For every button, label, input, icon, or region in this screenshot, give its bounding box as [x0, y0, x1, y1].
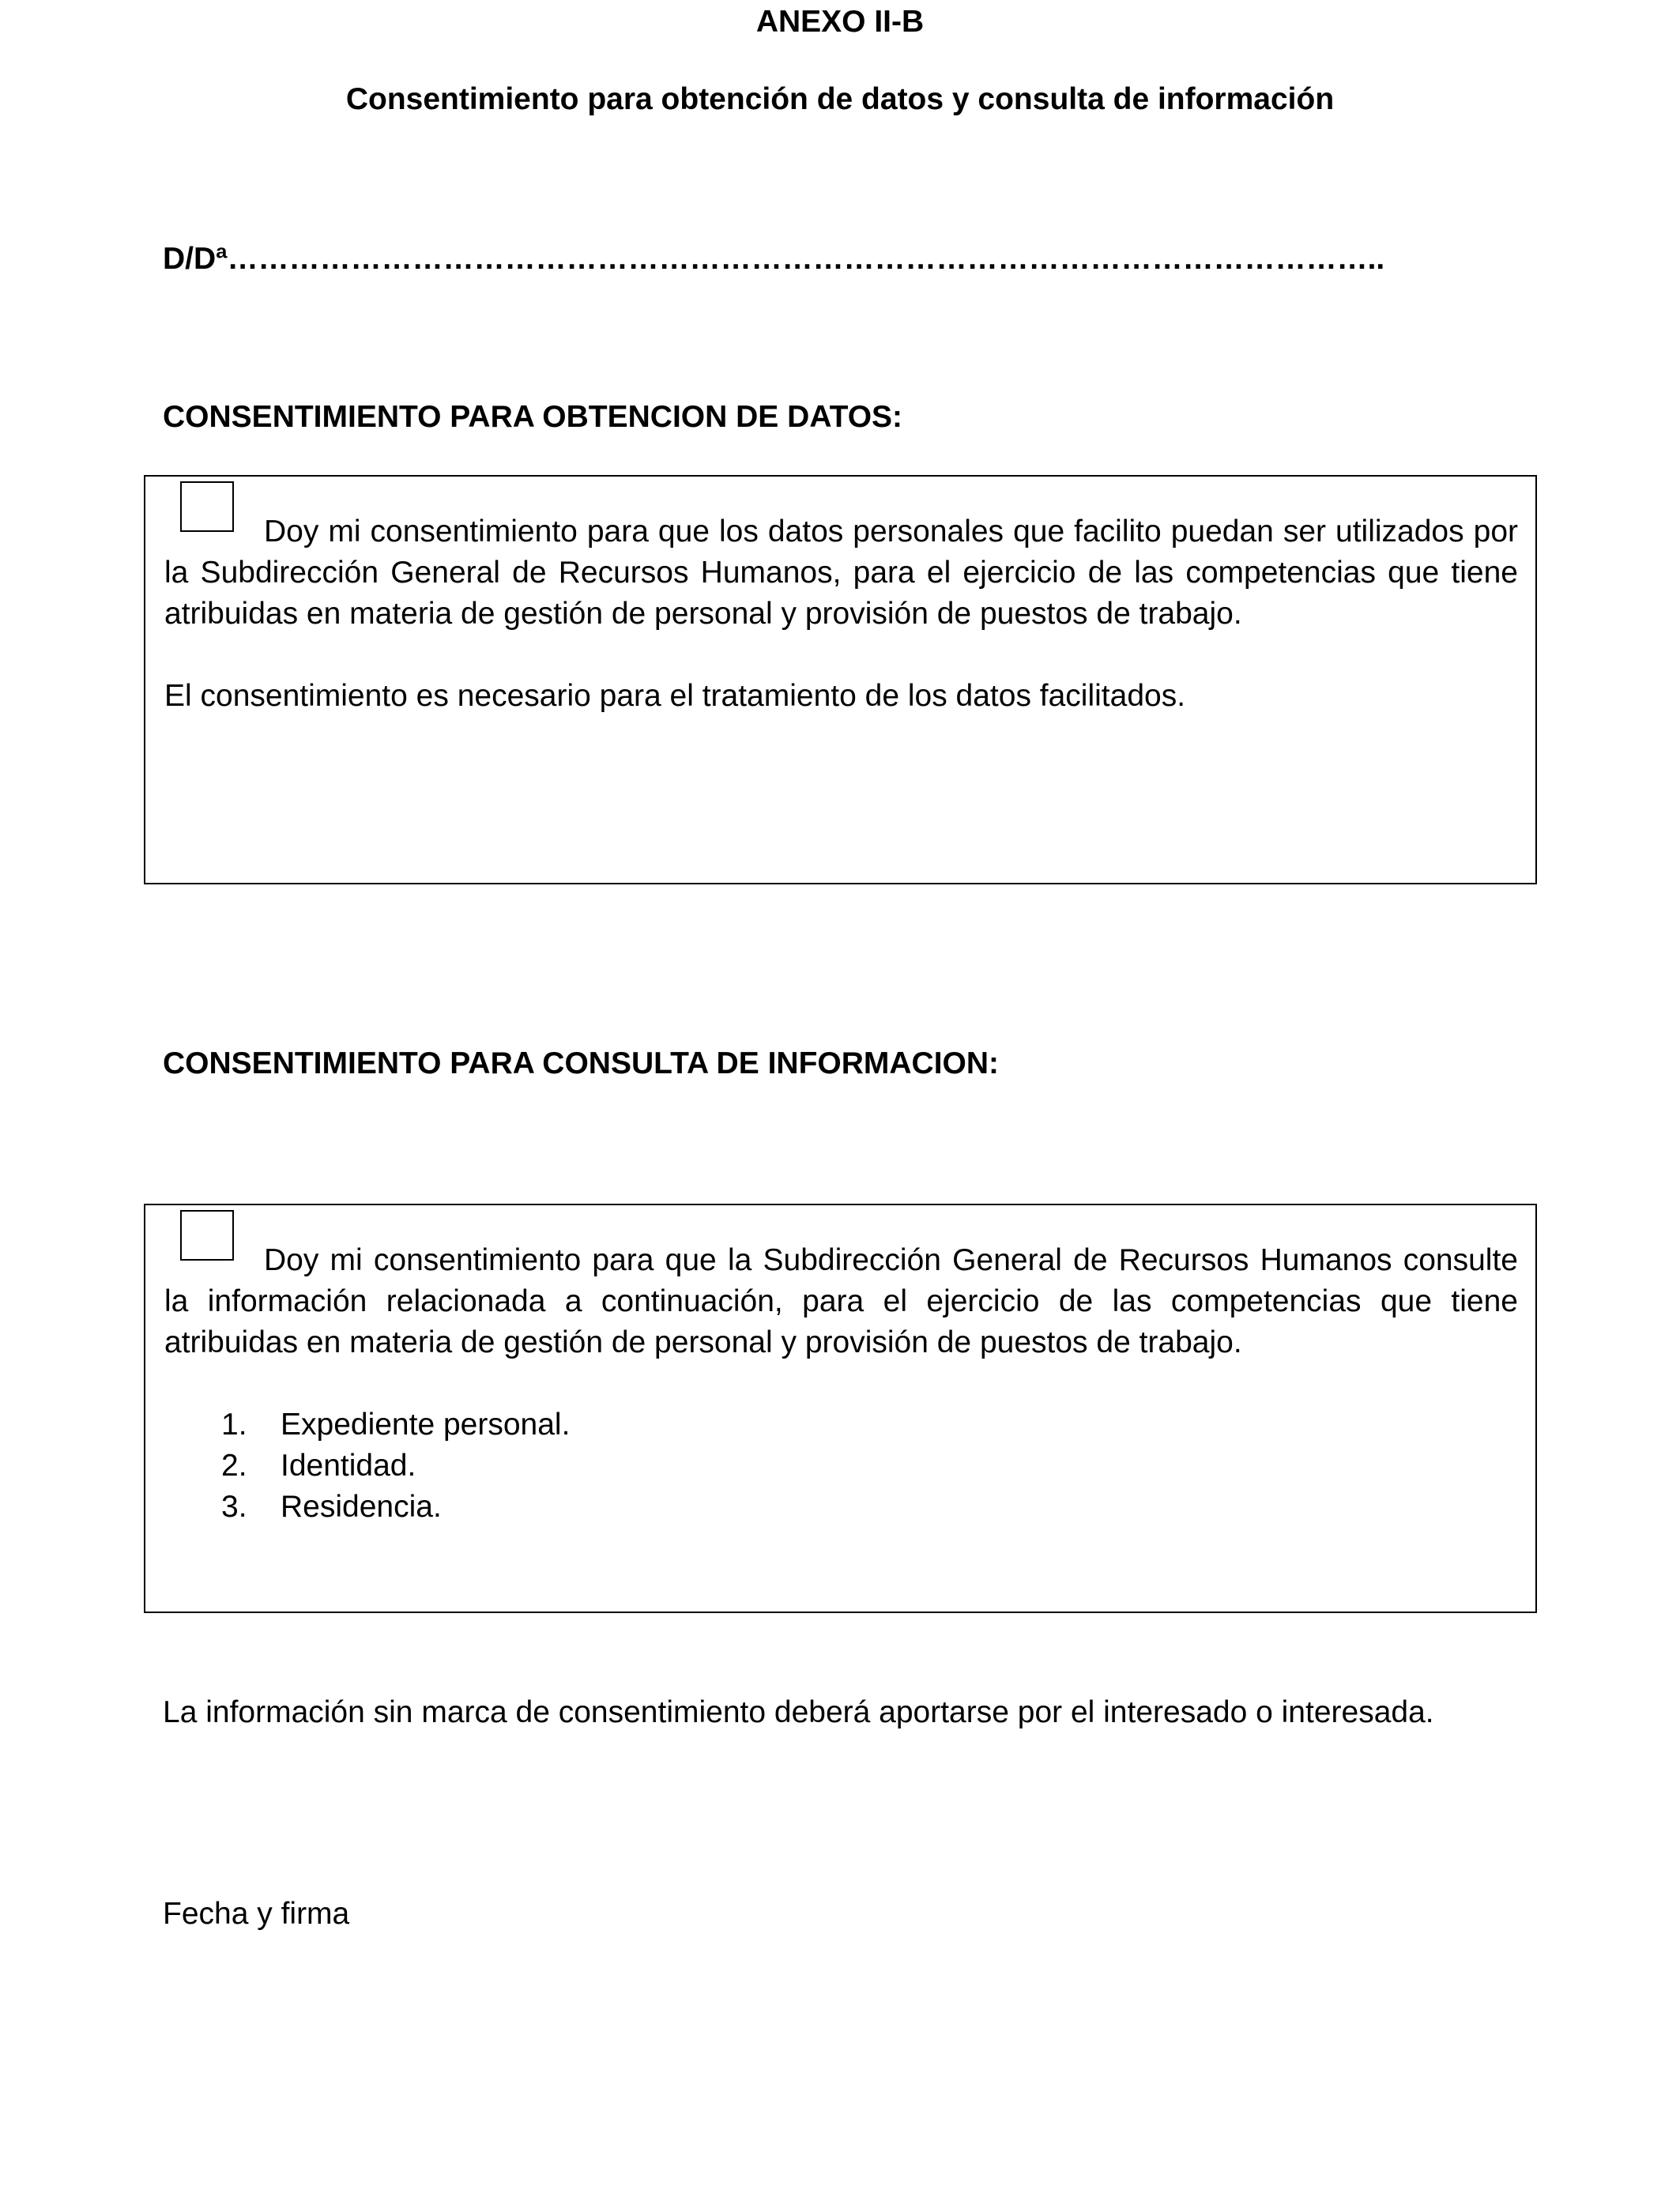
data-consent-text: Doy mi consentimiento para que los datos personales que facilito puedan ser utilizados por la Subdirección General de Recursos Humanos, para el ejercicio de las competencias que tiene atribuidas en materia de gestión de personal y provisión de puestos de trabajo.: [164, 515, 1518, 631]
list-item-label: Expediente personal.: [281, 1408, 571, 1442]
info-consent-list: [164, 1404, 1518, 1528]
data-consent-note: El consentimiento es necesario para el tratamiento de los datos facilitados.: [164, 679, 1186, 713]
data-consent-body: [164, 497, 1518, 717]
info-consent-paragraph: [164, 1226, 1518, 1363]
list-item: [164, 1404, 1518, 1446]
list-item-number: 1.: [221, 1408, 247, 1442]
data-consent-heading: CONSENTIMIENTO PARA OBTENCION DE DATOS:: [163, 400, 903, 434]
list-item-number: 3.: [221, 1490, 247, 1524]
list-item-label: Residencia.: [281, 1490, 442, 1524]
info-consent-box: [144, 1204, 1537, 1613]
footer-note: La información sin marca de consentimiento deberá aportarse por el interesado o interesada.: [163, 1695, 1434, 1729]
document-title: Consentimiento para obtención de datos y consulta de información: [345, 82, 1335, 116]
list-item-label: Identidad.: [281, 1449, 416, 1483]
annex-title: ANEXO II-B: [755, 5, 925, 39]
info-consent-checkbox[interactable]: [180, 1210, 234, 1261]
data-consent-box: [144, 475, 1537, 884]
signature-label: Fecha y firma: [163, 1897, 350, 1931]
applicant-name-field[interactable]: D/Dª…………………………………………………………………………………………………..: [163, 242, 1385, 276]
data-consent-checkbox[interactable]: [180, 481, 234, 532]
data-consent-paragraph: [164, 497, 1518, 635]
info-consent-heading: CONSENTIMIENTO PARA CONSULTA DE INFORMACION:: [163, 1046, 1000, 1080]
list-item-number: 2.: [221, 1449, 247, 1483]
info-consent-body: [164, 1226, 1518, 1528]
list-item: [164, 1487, 1518, 1528]
list-item: [164, 1446, 1518, 1487]
info-consent-text: Doy mi consentimiento para que la Subdirección General de Recursos Humanos consulte la información relacionada a continuación, para el ejercicio de las competencias que tiene atribuidas en materia de gestión de personal y provisión de puestos de trabajo.: [164, 1243, 1518, 1359]
